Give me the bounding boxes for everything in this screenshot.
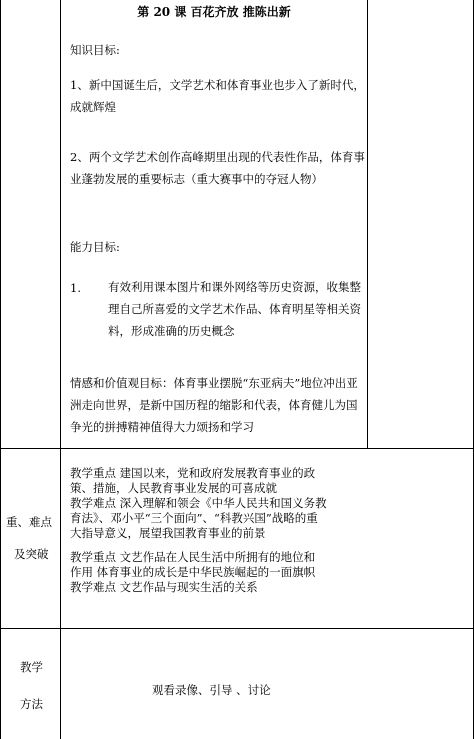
- method-label-line1: 教学: [20, 660, 43, 674]
- key-points-line: 育法》、邓小平“三个面向”、“科教兴国”战略的重: [70, 511, 318, 525]
- key-points-line: 教学重点 建国以来，党和政府发展教育事业的政: [70, 466, 316, 480]
- key-points-line: 作用 体育事业的成长是中华民族崛起的一面旗帜: [70, 565, 316, 579]
- key-points-label-line1: 重、难点: [6, 515, 52, 529]
- row-divider-1: [0, 448, 474, 449]
- method-label-line2: 方法: [20, 697, 43, 711]
- knowledge-item-2: 2、两个文学艺术创作高峰期里出现的代表性作品，体育事业蓬勃发展的重要标志（重大赛事中的夺冠人物）: [70, 150, 365, 186]
- ability-item-text: 有效利用课本图片和课外网络等历史资源，收集整理自己所喜爱的文学艺术作品、体育明星等相关资料，形成准确的历史概念: [108, 280, 361, 338]
- key-points-label-line2: 及突破: [14, 547, 49, 561]
- key-points-line: 教学难点 深入理解和领会《中华人民共和国义务教: [70, 496, 327, 510]
- ability-item-number: 1.: [70, 281, 81, 295]
- key-points-line: 大指导意义，展望我国教育事业的前景: [70, 526, 266, 540]
- key-points-line: 教学难点 文艺作品与现实生活的关系: [70, 580, 258, 594]
- key-points-line: 教学重点 文艺作品在人民生活中所拥有的地位和: [70, 550, 316, 564]
- content-column-divider: [367, 0, 368, 448]
- row-divider-2: [0, 628, 474, 629]
- method-text: 观看录像、引导 、讨论: [152, 683, 271, 697]
- emotion-goal-text: 情感和价值观目标：体育事业摆脱“东亚病夫”地位冲出亚洲走向世界，是新中国历程的缩影和代表，体育健儿为国争光的拼搏精神值得大力颂扬和学习: [70, 376, 358, 434]
- knowledge-item-1: 1、新中国诞生后，文学艺术和体育事业也步入了新时代，成就辉煌: [70, 78, 365, 114]
- key-points-line: 策、措施，人民教育事业发展的可喜成就: [70, 481, 277, 495]
- ability-heading: 能力目标:: [70, 240, 120, 254]
- lesson-title: 第 20 课 百花齐放 推陈出新: [137, 5, 291, 19]
- knowledge-heading: 知识目标:: [70, 43, 120, 57]
